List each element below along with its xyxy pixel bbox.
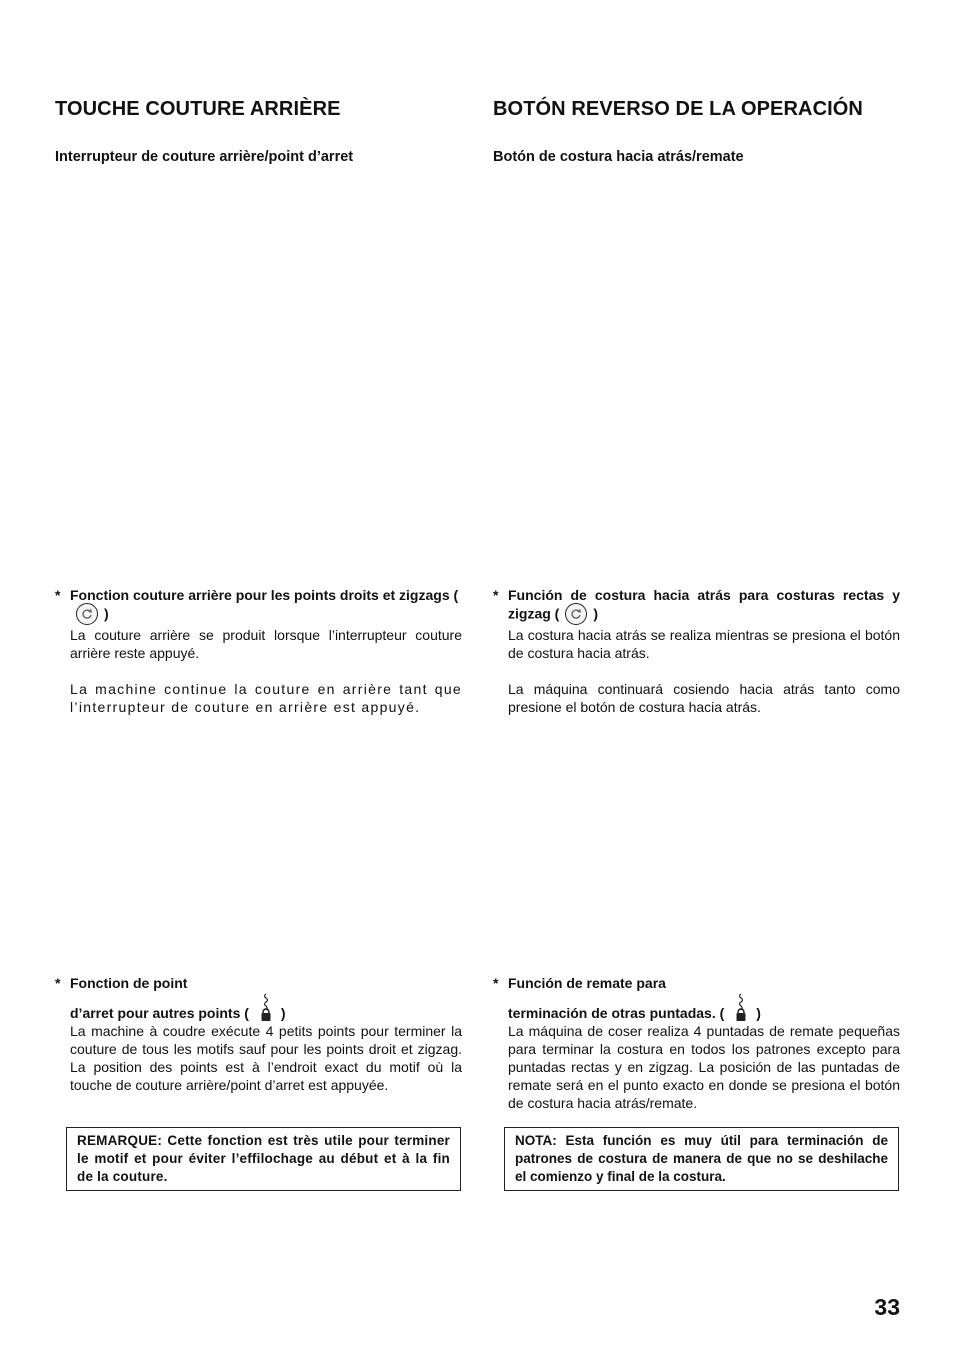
- item-title-close: ): [104, 605, 109, 622]
- item-title-close: ): [593, 605, 599, 622]
- item-title-close: ): [280, 1005, 286, 1021]
- note-box-es: [504, 1127, 899, 1191]
- item-paragraph: La machine à coudre exécute 4 petits points pour terminer la couture de tous les motifs sauf pour les points droit et zigzag. La position des points est à l’endroit exact du motif où la touche de couture arrière/point d’arret est appuyée.: [70, 1023, 462, 1093]
- reverse-stitch-icon: [76, 603, 98, 625]
- lock-function-item-fr: [55, 974, 462, 1094]
- item-title-line2: d’arret pour autres points (: [70, 1005, 249, 1021]
- subheading-es: Botón de costura hacia atrás/remate: [493, 149, 744, 165]
- item-paragraph: La máquina continuará cosiendo hacia atrás tanto como presione el botón de costura hacia atrás.: [508, 681, 900, 715]
- item-paragraph: La couture arrière se produit lorsque l’interrupteur couture arrière reste appuyé.: [70, 627, 462, 661]
- item-paragraph: La máquina de coser realiza 4 puntadas de remate pequeñas para terminar la costura en todos los patrones excepto para puntadas rectas y en zigzag. La posición de las puntadas de remate será en el punto exacto en donde se presiona el botón de costura hacia atrás/remate.: [508, 1023, 900, 1111]
- bullet: *: [493, 587, 499, 603]
- page-number: 33: [874, 1294, 900, 1320]
- lock-stitch-icon: [734, 993, 748, 1023]
- bullet: *: [55, 587, 61, 603]
- bullet: *: [493, 975, 499, 991]
- section-heading-es: BOTÓN REVERSO DE LA OPERACIÓN: [493, 98, 863, 120]
- reverse-stitch-icon: [565, 603, 587, 625]
- lock-stitch-icon: [259, 993, 273, 1023]
- note-box-fr: [66, 1127, 461, 1191]
- bullet: *: [55, 975, 61, 991]
- item-title-line1: Fonction de point: [70, 975, 188, 991]
- item-title-line2: terminación de otras puntadas. (: [508, 1005, 725, 1021]
- reverse-function-item-fr: [55, 586, 462, 716]
- item-title-line1: Función de remate para: [508, 975, 666, 991]
- reverse-function-item-es: [493, 586, 900, 716]
- section-heading-fr: TOUCHE COUTURE ARRIÈRE: [55, 98, 341, 120]
- note-text: REMARQUE: Cette fonction est très utile pour terminer le motif et pour éviter l’effilochage au début et à la fin de la couture.: [77, 1133, 450, 1184]
- item-paragraph: La costura hacia atrás se realiza mientras se presiona el botón de costura hacia atrás.: [508, 627, 900, 661]
- item-title: Fonction couture arrière pour les points droits et zigzags (: [70, 587, 459, 603]
- lock-function-item-es: [493, 974, 900, 1112]
- item-title: Función de costura hacia atrás para costuras rectas y zigzag (: [508, 587, 900, 622]
- item-paragraph: La machine continue la couture en arrière tant que l’interrupteur de couture en arrière est appuyé.: [70, 681, 462, 715]
- note-text: NOTA: Esta función es muy útil para terminación de patrones de costura de manera de que no se deshilache el comienzo y final de la costura.: [515, 1133, 888, 1184]
- subheading-fr: Interrupteur de couture arrière/point d’arret: [55, 149, 354, 165]
- item-title-close: ): [756, 1005, 761, 1021]
